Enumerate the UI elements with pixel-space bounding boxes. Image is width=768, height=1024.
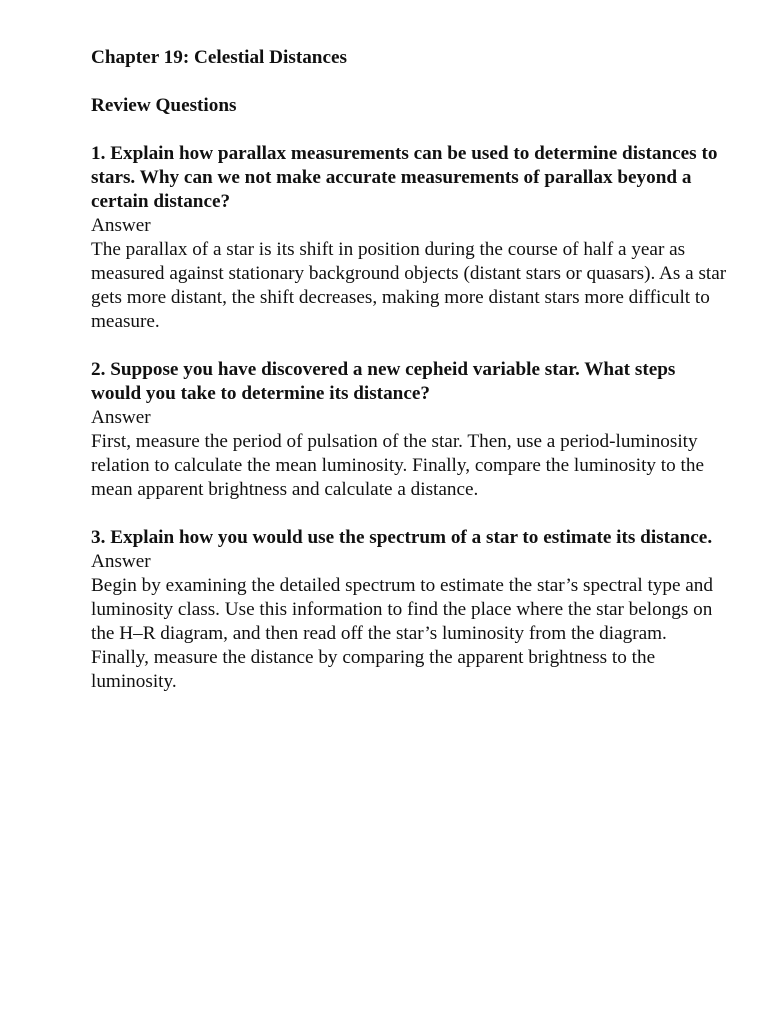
answer-text: The parallax of a star is its shift in position during the course of half a year as measured against stationary background objects (distant stars or quasars). As a star gets more distant, the shift decreases, making more distant stars more difficult to measure. — [91, 239, 727, 332]
answer-label: Answer — [91, 551, 151, 572]
section-title: Review Questions — [91, 95, 237, 116]
chapter-title: Chapter 19: Celestial Distances — [91, 47, 347, 68]
question-block-2 — [91, 358, 727, 502]
question-block-1 — [91, 142, 727, 334]
answer-text: Begin by examining the detailed spectrum to estimate the star’s spectral type and luminosity class. Use this information to find the place where the star belongs on the H–R diagram, and then read off the star’s luminosity from the diagram. Finally, measure the distance by comparing the apparent brightness to the luminosity. — [91, 575, 713, 692]
question-block-3 — [91, 526, 727, 694]
answer-label: Answer — [91, 407, 151, 428]
question-text: 3. Explain how you would use the spectrum of a star to estimate its distance. — [91, 527, 713, 548]
question-text: 2. Suppose you have discovered a new cepheid variable star. What steps would you take to determine its distance? — [91, 359, 676, 404]
question-text: 1. Explain how parallax measurements can be used to determine distances to stars. Why can we not make accurate measurements of parallax beyond a certain distance? — [91, 143, 718, 212]
answer-text: First, measure the period of pulsation of the star. Then, use a period-luminosity relation to calculate the mean luminosity. Finally, compare the luminosity to the mean apparent brightness and calculate a distance. — [91, 431, 704, 500]
answer-label: Answer — [91, 215, 151, 236]
document-page — [91, 46, 727, 694]
